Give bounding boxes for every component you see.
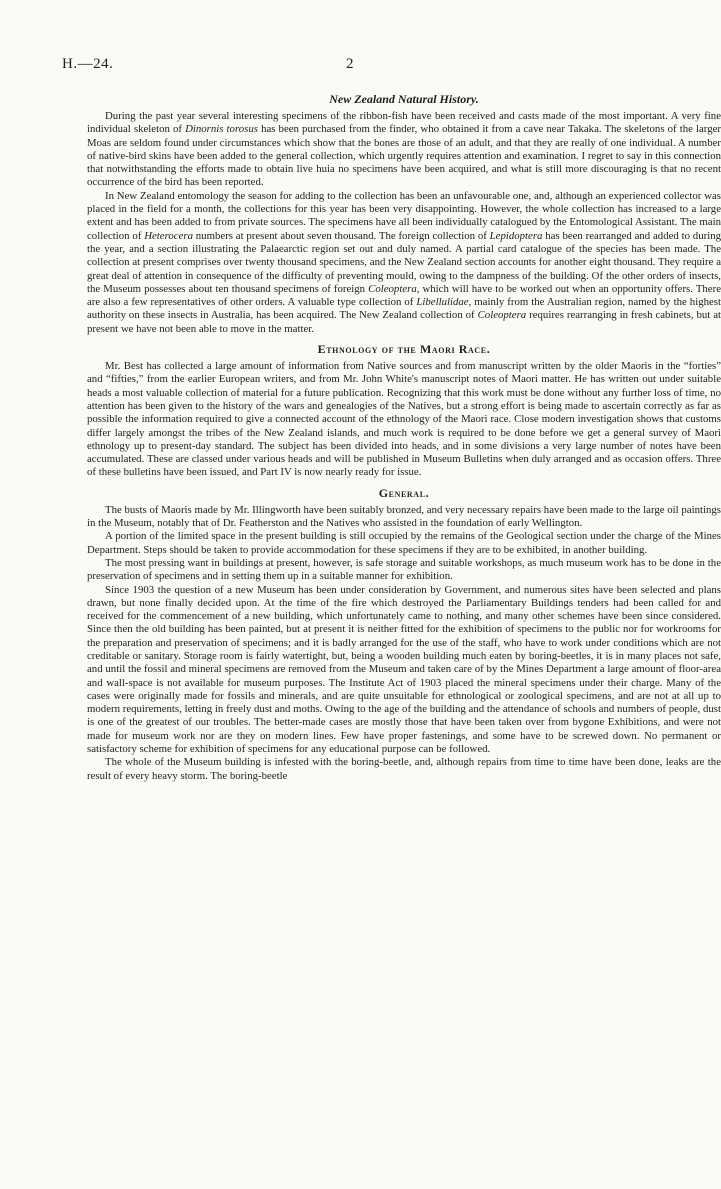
paragraph: Mr. Best has collected a large amount of information from Native sources and from manuscript written by the older Maoris in the “forties” and “fifties,” from the earlier European writers, and from Mr. John White's manuscript notes of Maori matter. He has written out under suitable heads a most valuable collection of material for a future publication. Recognizing that this work must be done without any further loss of time, no attention has been given to the history of the wars and genealogies of the Natives, but a strong effort is being made to ascertain correctly as far as possible the information required to give a connected account of the ethnology of the Maori race. Close modern investigation shows that customs differ largely amongst the tribes of the New Zealand islands, and much work is required to be done before we get a general survey of Maori ethnology up to present-day standard. The subject has been divided into heads, and in some divisions a very large number of notes have been accumulated. These are classed under various heads and will be published in Museum Bulletins when duly arranged and as occasion offers. Three of these bulletins have been issued, and Part IV is now nearly ready for issue. xyxy=(87,360,721,479)
taxon-name: Coleoptera xyxy=(368,282,417,295)
section-heading-ethnology: Ethnology of the Maori Race. xyxy=(317,342,491,357)
taxon-name: Coleoptera xyxy=(477,309,527,322)
page-number: 2 xyxy=(346,56,354,72)
taxon-name: Heterocera xyxy=(144,229,193,242)
taxon-name: Dinornis torosus xyxy=(185,123,258,136)
paragraph: Since 1903 the question of a new Museum has been under consideration by Government, and numerous sites have been selected and plans drawn, but none finally decided upon. At the time of the fire which destroyed the Parliamentary Buildings tenders had been called for and received for the commencement of a new building, which unfortunately came to nothing, and many other schemes have been since considered. Since then the old building has been painted, but at present it is neither fitted for the exhibition of specimens to the public nor for workrooms for the preparation and preservation of specimens; and it is badly arranged for the use of the staff, who have to work under conditions which are not creditable or sanitary. Storage room is fairly watertight, but, being a wooden building much eaten by boring-beetles, it is in many places not safe, and until the fossil and mineral specimens are removed from the Museum and taken care of by the Mines Department a large amount of floor-area and wall-space is not available for museum purposes. The Institute Act of 1903 placed the mineral specimens under their charge. Many of the cases were originally made for fossils and minerals, and are quite unsuitable for ethnological or zoological specimens, and are not at all up to modern requirements, letting in freely dust and moths. Owing to the age of the building and the attendance of schools and numbers of people, dust is one of the greatest of our troubles. The better-made cases are mostly those that have been taken over from bygone Exhibitions, and were not made for museum work nor are they on modern lines. Few have proper fastenings, and some have to be screwed down. No permanent or satisfactory scheme for exhibition of specimens for any educational purpose can be followed. xyxy=(87,583,721,756)
running-header xyxy=(62,56,638,78)
paragraph: The busts of Maoris made by Mr. Illingworth have been suitably bronzed, and very necessary repairs have been made to the large oil paintings in the Museum, notably that of Dr. Featherston and the Natives who assisted in the foundation of early Wellington. xyxy=(87,503,721,530)
taxon-name: Lepidoptera xyxy=(489,229,543,242)
section-heading-natural-history: New Zealand Natural History. xyxy=(329,92,479,106)
taxon-name: Libellulidae xyxy=(416,296,469,309)
paragraph: The whole of the Museum building is infested with the boring-beetle, and, although repairs from time to time have been done, leaks are the result of every heavy storm. The boring-beetle xyxy=(87,756,721,782)
paragraph: In New Zealand entomology the season for adding to the collection has been an unfavourable one, and, although an experienced collector was placed in the field for a month, the collections for this year has been very disappointing. However, the whole collection has increased to a large extent and has been added to from private sources. The specimens have all been individually catalogued by the Entomological Assistant. The main collection of Heterocera numbers at present about seven thousand. The foreign collection of Lepidoptera has been rearranged and added to during the year, and a section illustrating the Palaearctic region set out and duly named. A partial card catalogue of the species has been made. The collection at present comprises over twenty thousand specimens, and the New Zealand section accounts for another eight thousand. They require a great deal of attention in consequence of the difficulty of preventing mould, owing to the dampness of the building. Of the other orders of insects, the Museum possesses about ten thousand specimens of foreign Coleoptera, which will have to be worked out when an opportunity offers. There are also a few representatives of other orders. A valuable type collection of Libellulidae, mainly from the Australian region, named by the highest authority on these insects in Australia, has been acquired. The New Zealand collection of Coleoptera requires rearranging in fresh cabinets, but at present we have not been able to move in the matter. xyxy=(87,189,721,335)
section-heading-general: General. xyxy=(378,485,430,500)
paragraph: A portion of the limited space in the present building is still occupied by the remains of the Geological section under the charge of the Mines Department. Steps should be taken to provide accommodation for these specimens if they are to be exhibited, in another building. xyxy=(87,530,721,556)
paragraph: During the past year several interesting specimens of the ribbon-fish have been received and casts made of the most important. A very fine individual skeleton of Dinornis torosus has been purchased from the finder, who obtained it from a cave near Takaka. The skeletons of the larger Moas are seldom found under circumstances which show that the bones are those of an adult, and that they are really of one individual. A number of native-bird skins have been added to the general collection, which urgently requires attention and examination. I regret to say in this connection that notwithstanding the efforts made to obtain live huia no specimens have been acquired, and what is still more discouraging is that no recent occurrence of the bird has been reported. xyxy=(87,110,721,189)
document-reference: H.—24. xyxy=(62,56,114,72)
paragraph: The most pressing want in buildings at present, however, is safe storage and suitable workshops, as much museum work has to be done in the preservation of specimens and in setting them up in a suitable manner for exhibition. xyxy=(87,556,721,583)
document-body xyxy=(87,92,721,783)
